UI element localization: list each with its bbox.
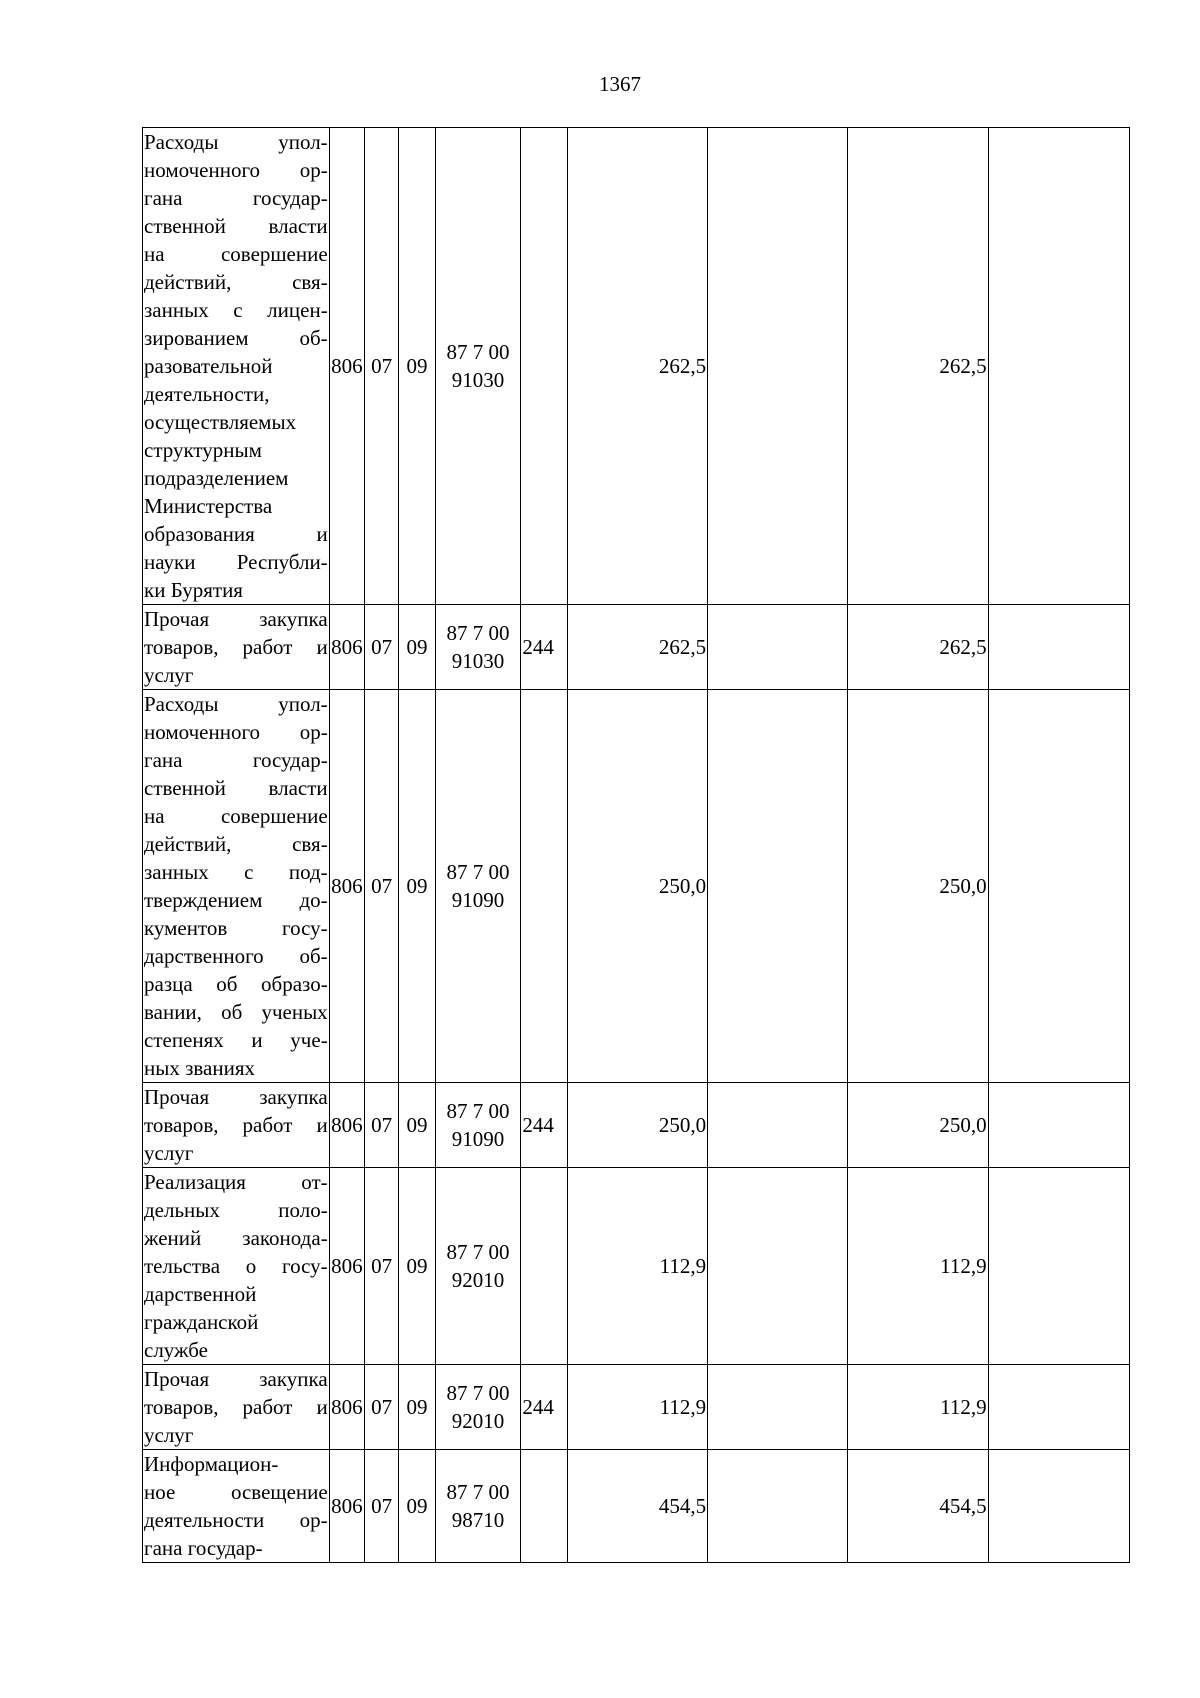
expense-type-cell	[521, 128, 567, 605]
expense-name-line: ное освещение	[144, 1480, 328, 1504]
expense-name-line: вании, об ученых	[144, 1000, 328, 1024]
target-article-line: 87 7 00	[446, 1381, 510, 1405]
empty-cell	[708, 1083, 848, 1168]
target-article-cell	[435, 1168, 521, 1365]
expense-name-line: науки Республи-	[144, 550, 328, 574]
expense-name-line: занных с под-	[144, 860, 328, 884]
empty-cell	[708, 1168, 848, 1365]
sum-cell: 250,0	[848, 1083, 988, 1168]
expense-name-cell	[143, 1083, 330, 1168]
section-code-cell: 07	[365, 1083, 399, 1168]
empty-cell	[988, 128, 1129, 605]
section-code-cell: 07	[365, 605, 399, 690]
target-article-cell	[435, 690, 521, 1083]
expense-name-line: разовательной	[144, 354, 273, 378]
expense-type-cell: 244	[521, 605, 567, 690]
grbs-code-cell: 806	[329, 1450, 364, 1563]
target-article-line: 87 7 00	[446, 1240, 510, 1264]
grbs-code-cell: 806	[329, 1365, 364, 1450]
subsection-code-cell: 09	[399, 128, 435, 605]
expense-name-line: дарственной	[144, 1282, 257, 1306]
target-article-line: 87 7 00	[446, 1099, 510, 1123]
target-article-line: 92010	[451, 1268, 505, 1292]
target-article-line: 87 7 00	[446, 860, 510, 884]
expense-name-line: Министерства	[144, 494, 273, 518]
expense-name-cell	[143, 1365, 330, 1450]
grbs-code-cell: 806	[329, 605, 364, 690]
expense-name-line: ственной власти	[144, 776, 328, 800]
expense-name-line: разца об образо-	[144, 972, 328, 996]
expense-name-line: номоченного ор-	[144, 720, 328, 744]
empty-cell	[988, 1450, 1129, 1563]
expense-name-line: осуществляемых	[144, 410, 297, 434]
target-article-line: 87 7 00	[446, 621, 510, 645]
expense-name-line: Расходы упол-	[144, 692, 328, 716]
expense-type-cell: 244	[521, 1083, 567, 1168]
sum-cell: 262,5	[848, 605, 988, 690]
sum-cell: 112,9	[848, 1168, 988, 1365]
sum-cell: 454,5	[567, 1450, 707, 1563]
empty-cell	[708, 690, 848, 1083]
expense-name-line: Реализация от-	[144, 1170, 328, 1194]
target-article-line: 87 7 00	[446, 1480, 510, 1504]
expense-name-line: товаров, работ и	[144, 1395, 328, 1419]
subsection-code-cell: 09	[399, 1083, 435, 1168]
sum-cell: 262,5	[848, 128, 988, 605]
subsection-code-cell: 09	[399, 1168, 435, 1365]
expense-name-line: структурным	[144, 438, 262, 462]
expense-name-line: товаров, работ и	[144, 635, 328, 659]
section-code-cell: 07	[365, 690, 399, 1083]
expense-type-cell	[521, 690, 567, 1083]
target-article-line: 91030	[451, 368, 505, 392]
empty-cell	[988, 690, 1129, 1083]
subsection-code-cell: 09	[399, 1365, 435, 1450]
expense-name-line: кументов госу-	[144, 916, 328, 940]
expense-name-line: Прочая закупка	[144, 1085, 328, 1109]
table-body	[143, 128, 1130, 1563]
sum-cell: 112,9	[567, 1168, 707, 1365]
expense-name-line: службе	[144, 1338, 208, 1362]
table-row	[143, 690, 1130, 1083]
target-article-cell	[435, 1450, 521, 1563]
expense-name-line: деятельности ор-	[144, 1508, 328, 1532]
target-article-line: 91090	[451, 888, 505, 912]
subsection-code-cell: 09	[399, 690, 435, 1083]
expense-name-line: гана государ-	[144, 186, 328, 210]
expense-name-line: услуг	[144, 1141, 194, 1165]
expense-name-line: ственной власти	[144, 214, 328, 238]
target-article-cell	[435, 128, 521, 605]
expense-name-line: тельства о госу-	[144, 1254, 328, 1278]
sum-cell: 262,5	[567, 605, 707, 690]
table-row	[143, 1365, 1130, 1450]
expense-name-line: занных с лицен-	[144, 298, 328, 322]
sum-cell: 112,9	[567, 1365, 707, 1450]
empty-cell	[988, 605, 1129, 690]
expense-name-line: степенях и уче-	[144, 1028, 328, 1052]
target-article-line: 87 7 00	[446, 340, 510, 364]
expense-name-line: Информацион-	[144, 1452, 279, 1476]
section-code-cell: 07	[365, 1168, 399, 1365]
target-article-line: 98710	[451, 1508, 505, 1532]
expense-name-line: ных званиях	[144, 1056, 255, 1080]
expense-name-line: тверждением до-	[144, 888, 328, 912]
grbs-code-cell: 806	[329, 690, 364, 1083]
section-code-cell: 07	[365, 1365, 399, 1450]
empty-cell	[708, 1365, 848, 1450]
empty-cell	[988, 1365, 1129, 1450]
expense-name-cell	[143, 1450, 330, 1563]
target-article-cell	[435, 1083, 521, 1168]
expense-name-line: образования и	[144, 522, 328, 546]
expense-name-line: деятельности,	[144, 382, 270, 406]
table-row	[143, 1450, 1130, 1563]
expense-name-line: гражданской	[144, 1310, 259, 1334]
target-article-cell	[435, 1365, 521, 1450]
page-number: 1367	[599, 72, 641, 96]
empty-cell	[708, 128, 848, 605]
expense-name-line: гана государ-	[144, 748, 328, 772]
expense-name-line: Прочая закупка	[144, 607, 328, 631]
grbs-code-cell: 806	[329, 1168, 364, 1365]
target-article-cell	[435, 605, 521, 690]
expense-name-line: жений законода-	[144, 1226, 328, 1250]
section-code-cell: 07	[365, 128, 399, 605]
empty-cell	[988, 1083, 1129, 1168]
expense-name-line: на совершение	[144, 242, 328, 266]
table-row	[143, 1168, 1130, 1365]
expense-name-cell	[143, 690, 330, 1083]
expense-name-line: действий, свя-	[144, 832, 328, 856]
expense-name-line: услуг	[144, 1423, 194, 1447]
grbs-code-cell: 806	[329, 128, 364, 605]
expense-name-line: Расходы упол-	[144, 130, 328, 154]
expense-name-line: Прочая закупка	[144, 1367, 328, 1391]
expense-name-line: дельных поло-	[144, 1198, 328, 1222]
sum-cell: 250,0	[567, 1083, 707, 1168]
expense-name-cell	[143, 1168, 330, 1365]
expense-name-line: на совершение	[144, 804, 328, 828]
sum-cell: 250,0	[848, 690, 988, 1083]
expense-name-line: зированием об-	[144, 326, 328, 350]
expense-name-line: номоченного ор-	[144, 158, 328, 182]
expense-type-cell	[521, 1168, 567, 1365]
target-article-line: 91030	[451, 649, 505, 673]
expense-type-cell	[521, 1450, 567, 1563]
sum-cell: 454,5	[848, 1450, 988, 1563]
target-article-line: 91090	[451, 1127, 505, 1151]
budget-table	[142, 127, 1130, 1563]
expense-name-cell	[143, 605, 330, 690]
sum-cell: 262,5	[567, 128, 707, 605]
expense-name-line: услуг	[144, 663, 194, 687]
grbs-code-cell: 806	[329, 1083, 364, 1168]
subsection-code-cell: 09	[399, 1450, 435, 1563]
expense-name-line: гана государ-	[144, 1536, 263, 1560]
expense-type-cell: 244	[521, 1365, 567, 1450]
target-article-line: 92010	[451, 1409, 505, 1433]
subsection-code-cell: 09	[399, 605, 435, 690]
expense-name-cell	[143, 128, 330, 605]
table-row	[143, 605, 1130, 690]
empty-cell	[708, 605, 848, 690]
expense-name-line: товаров, работ и	[144, 1113, 328, 1137]
expense-name-line: действий, свя-	[144, 270, 328, 294]
empty-cell	[708, 1450, 848, 1563]
expense-name-line: ки Бурятия	[144, 578, 243, 602]
section-code-cell: 07	[365, 1450, 399, 1563]
expense-name-line: подразделением	[144, 466, 289, 490]
sum-cell: 250,0	[567, 690, 707, 1083]
empty-cell	[988, 1168, 1129, 1365]
table-row	[143, 1083, 1130, 1168]
sum-cell: 112,9	[848, 1365, 988, 1450]
table-row	[143, 128, 1130, 605]
expense-name-line: дарственного об-	[144, 944, 328, 968]
